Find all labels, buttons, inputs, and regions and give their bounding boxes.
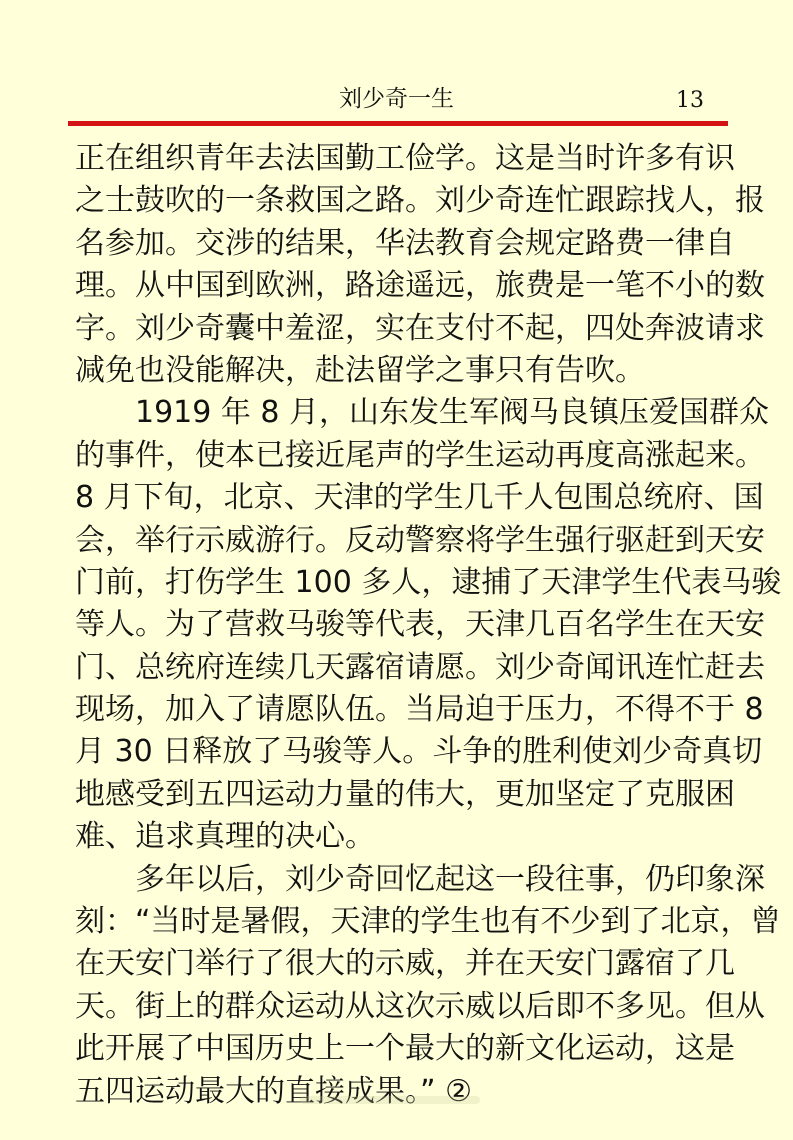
- text-line: 8 月下旬，北京、天津的学生几千人包围总统府、国: [75, 480, 764, 516]
- page-number: 13: [676, 88, 704, 113]
- footer-shadow: [300, 1096, 480, 1104]
- paragraph-3: [75, 859, 781, 1113]
- text-line: 正在组织青年去法国勤工俭学。这是当时许多有识: [75, 141, 735, 176]
- text-line: 减免也没能解决，赴法留学之事只有告吹。: [75, 352, 645, 388]
- text-line: 等人。为了营救马骏等代表，天津几百名学生在天安: [75, 607, 765, 643]
- text-line: 难、追求真理的决心。: [75, 819, 375, 855]
- header-rule: [68, 121, 728, 126]
- text-line: 刻：“当时是暑假，天津的学生也有不少到了北京，曾: [75, 904, 781, 940]
- body-text: [75, 138, 782, 1113]
- running-title: 刘少奇一生: [339, 86, 454, 112]
- text-line: 多年以后，刘少奇回忆起这一段往事，仍印象深: [135, 861, 765, 897]
- text-line: 的事件，使本已接近尾声的学生运动再度高涨起来。: [75, 437, 765, 473]
- text-line: 字。刘少奇囊中羞涩，实在支付不起，四处奔波请求: [75, 310, 765, 346]
- text-line: 在天安门举行了很大的示威，并在天安门露宿了几: [75, 946, 735, 982]
- text-line: 五四运动最大的直接成果。” ②: [75, 1073, 472, 1109]
- text-line: 天。街上的群众运动从这次示威以后即不多见。但从: [75, 988, 765, 1024]
- text-line: 门前，打伤学生 100 多人，逮捕了天津学生代表马骏: [75, 564, 782, 600]
- text-line: 1919 年 8 月，山东发生军阀马良镇压爱国群众: [135, 395, 770, 431]
- text-line: 现场，加入了请愿队伍。当局迫于压力，不得不于 8: [75, 692, 764, 728]
- text-line: 理。从中国到欧洲，路途遥远，旅费是一笔不小的数: [75, 268, 765, 304]
- text-line: 月 30 日释放了马骏等人。斗争的胜利使刘少奇真切: [75, 734, 763, 770]
- text-line: 此开展了中国历史上一个最大的新文化运动，这是: [75, 1031, 735, 1067]
- text-line: 之士鼓吹的一条救国之路。刘少奇连忙跟踪找人，报: [75, 183, 765, 219]
- text-line: 会，举行示威游行。反动警察将学生强行驱赶到天安: [75, 522, 765, 558]
- text-line: 门、总统府连续几天露宿请愿。刘少奇闻讯连忙赶去: [75, 649, 765, 685]
- paragraph-2: [75, 392, 782, 858]
- paragraph-1: [75, 138, 765, 392]
- text-line: 名参加。交涉的结果，华法教育会规定路费一律自: [75, 225, 735, 261]
- text-line: 地感受到五四运动力量的伟大，更加坚定了克服困: [75, 776, 735, 812]
